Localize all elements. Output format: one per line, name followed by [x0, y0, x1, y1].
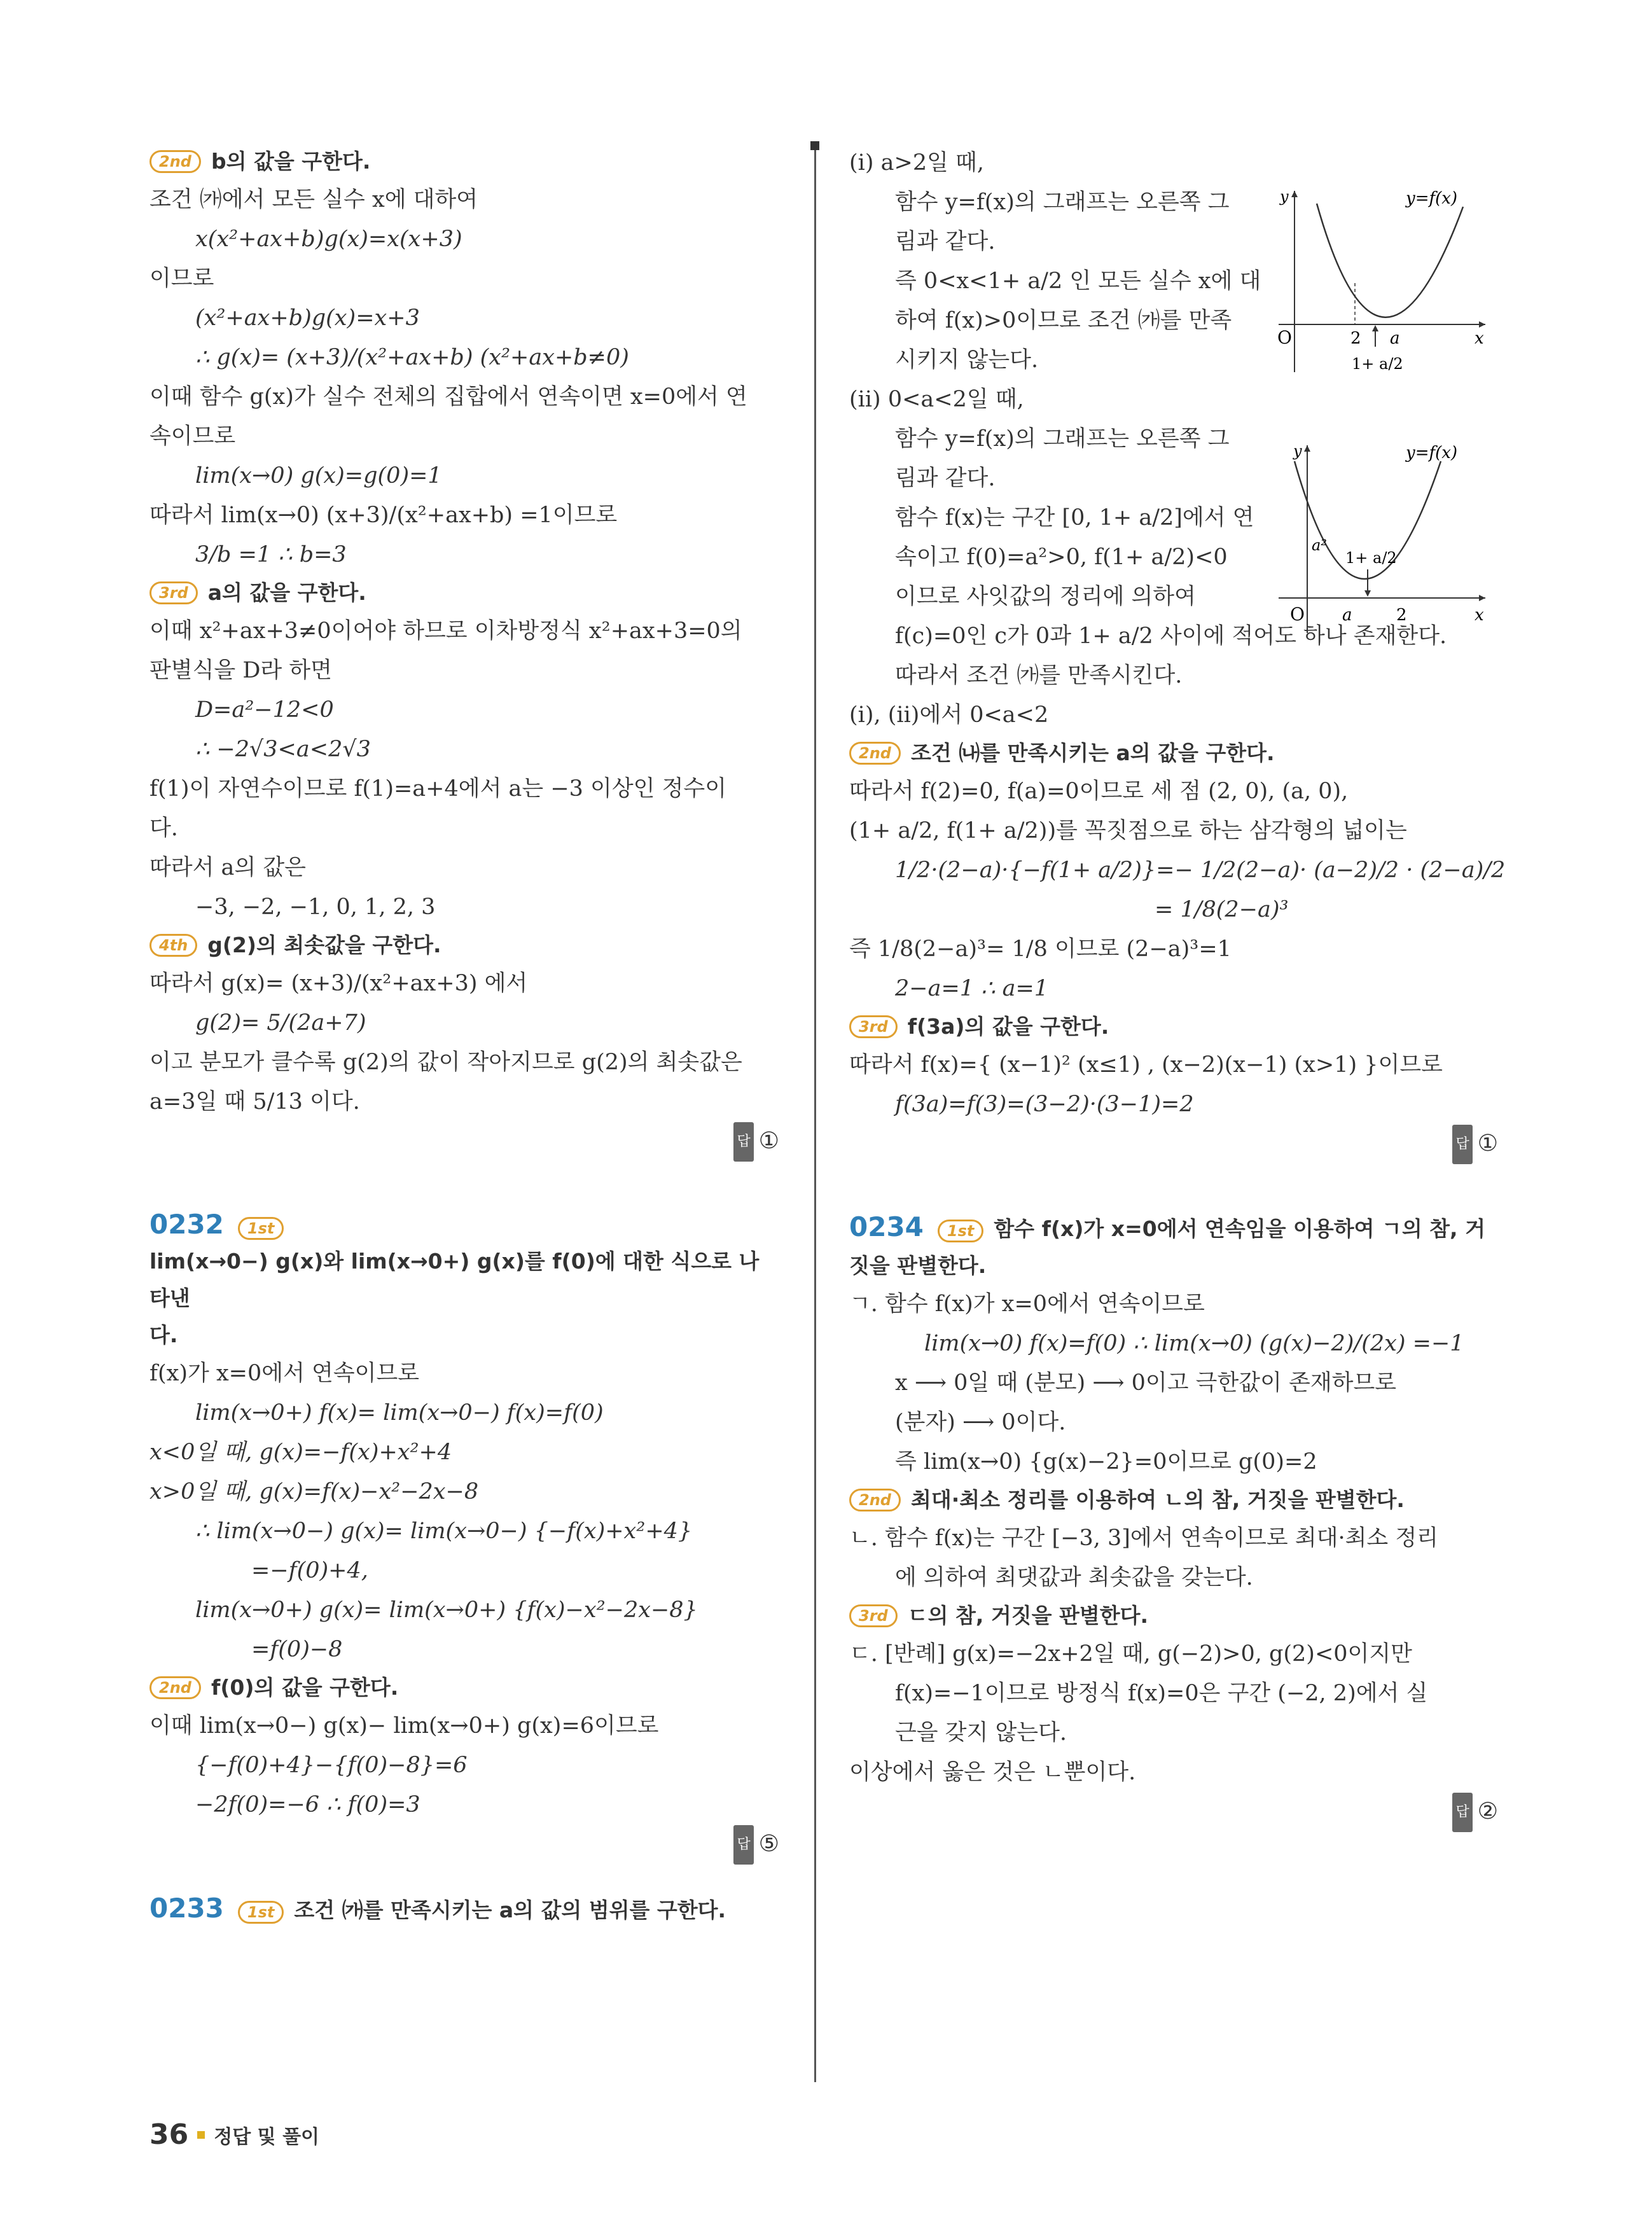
answer-value: ⑤ — [758, 1831, 779, 1857]
problem-heading — [149, 1206, 779, 1317]
equation: (x²+ax+b)g(x)=x+3 — [195, 305, 420, 331]
step-title: g(2)의 최솟값을 구한다. — [207, 933, 441, 957]
equation: x>0일 때, g(x)=f(x)−x²−2x−8 — [149, 1479, 479, 1505]
x-axis-label: x — [1475, 606, 1484, 625]
parabola-curve — [1317, 204, 1463, 317]
origin-label: O — [1277, 327, 1292, 348]
text-line: 하여 f(x)>0이므로 조건 ㈎를 만족 — [895, 308, 1232, 333]
text-line: (ⅰ), (ⅱ)에서 0<a<2 — [849, 702, 1049, 728]
right-column — [849, 143, 1506, 1832]
equation: lim(x→0+) f(x)= lim(x→0−) f(x)=f(0) — [195, 1400, 604, 1426]
text-line: (1+ a/2, f(1+ a/2))를 꼭짓점으로 하는 삼각형의 넓이는 — [849, 818, 1407, 844]
equation: x(x²+ax+b)g(x)=x(x+3) — [195, 226, 462, 252]
answer-value: ② — [1477, 1798, 1498, 1824]
equation: x<0일 때, g(x)=−f(x)+x²+4 — [149, 1440, 452, 1465]
step-title: f(3a)의 값을 구한다. — [907, 1014, 1109, 1039]
answer-value: ① — [1477, 1130, 1498, 1157]
answer-mark — [849, 1792, 1498, 1832]
text-line: 따라서 lim(x→0) (x+3)/(x²+ax+b) =1이므로 — [149, 503, 618, 528]
step-badge: 2nd — [149, 1676, 201, 1699]
step-title: 최대·최소 정리를 이용하여 ㄴ의 참, 거짓을 판별한다. — [910, 1487, 1405, 1512]
equation: 2−a=1 ∴ a=1 — [895, 976, 1049, 1001]
divider-marker — [810, 141, 819, 150]
answer-mark — [149, 1122, 779, 1162]
text-line: 따라서 g(x)= (x+3)/(x²+ax+3) 에서 — [149, 971, 528, 996]
step-badge: 2nd — [849, 1489, 901, 1512]
x-axis-label: x — [1475, 329, 1484, 348]
text-line: f(x)=−1이므로 방정식 f(x)=0은 구간 (−2, 2)에서 실 — [895, 1681, 1428, 1706]
answer-icon: 답 — [733, 1825, 753, 1865]
square-bullet-icon — [197, 2131, 205, 2139]
text-line: f(1)이 자연수이므로 f(1)=a+4에서 a는 −3 이상인 정수이 — [149, 776, 727, 802]
column-divider — [814, 145, 816, 2082]
problem-title: 조건 ㈎를 만족시키는 a의 값의 범위를 구한다. — [294, 1898, 726, 1922]
equation: 3/b =1 ∴ b=3 — [195, 542, 347, 567]
step-heading — [849, 1008, 1498, 1045]
text-line: 이때 x²+ax+3≠0이어야 하므로 이차방정식 x²+ax+3=0의 — [149, 618, 742, 644]
step-title: ㄷ의 참, 거짓을 판별한다. — [907, 1603, 1149, 1628]
text-line: 함수 y=f(x)의 그래프는 오른쪽 그 — [895, 426, 1230, 452]
equation: lim(x→0) f(x)=f(0) ∴ lim(x→0) (g(x)−2)/(2x) =−1 — [924, 1331, 1464, 1356]
answer-mark — [849, 1124, 1498, 1164]
equation: −2f(0)=−6 ∴ f(0)=3 — [195, 1792, 420, 1817]
text-line: 시키지 않는다. — [895, 347, 1039, 373]
step-badge: 2nd — [849, 742, 901, 765]
text-line: 근을 갖지 않는다. — [895, 1720, 1067, 1746]
section-title: 정답 및 풀이 — [214, 2125, 320, 2148]
problem-number: 0232 — [149, 1209, 224, 1240]
vertex-note: 1+ a/2 — [1345, 549, 1397, 567]
problem-heading — [849, 1209, 1498, 1248]
problem-title: lim(x→0−) g(x)와 lim(x→0+) g(x)를 f(0)에 대한 식으로 나타낸 — [149, 1249, 760, 1310]
text-line: (ⅱ) 0<a<2일 때, — [849, 387, 1024, 412]
tick-label: 2 — [1350, 329, 1361, 348]
y-axis-label: y — [1293, 442, 1302, 460]
text-line: 조건 ㈎에서 모든 실수 x에 대하여 — [149, 187, 478, 212]
equation: =−f(0)+4, — [251, 1558, 368, 1583]
equation: ∴ g(x)= (x+3)/(x²+ax+b) (x²+ax+b≠0) — [195, 345, 629, 370]
vertex-note: 1+ a/2 — [1352, 355, 1403, 373]
problem-title-cont: 다. — [149, 1323, 178, 1347]
equation: ∴ −2√3<a<2√3 — [195, 737, 371, 762]
problem-heading — [149, 1890, 779, 1929]
text-line: 이상에서 옳은 것은 ㄴ뿐이다. — [849, 1760, 1136, 1785]
text-line: 속이므로 — [149, 424, 236, 449]
step-badge: 1st — [238, 1217, 284, 1240]
y-intercept-label: a² — [1312, 536, 1327, 554]
text-line: 즉 lim(x→0) {g(x)−2}=0이므로 g(0)=2 — [895, 1449, 1317, 1475]
equation: lim(x→0+) g(x)= lim(x→0+) {f(x)−x²−2x−8} — [195, 1597, 698, 1623]
text-line: 속이고 f(0)=a²>0, f(1+ a/2)<0 — [895, 545, 1228, 570]
text-line: 이므로 — [149, 266, 214, 291]
step-heading — [149, 927, 779, 964]
answer-icon: 답 — [1452, 1125, 1472, 1164]
step-heading — [149, 143, 779, 180]
text-line: 함수 f(x)는 구간 [0, 1+ a/2]에서 연 — [895, 505, 1254, 531]
problem-title-cont: 짓을 판별한다. — [849, 1253, 987, 1278]
y-axis-label: y — [1280, 188, 1289, 205]
graph-case1 — [1272, 188, 1489, 379]
step-heading — [849, 1597, 1498, 1634]
graph-case2 — [1272, 442, 1489, 639]
text-line: 림과 같다. — [895, 466, 996, 491]
problem-number: 0234 — [849, 1211, 924, 1242]
equation: {−f(0)+4}−{f(0)−8}=6 — [195, 1753, 468, 1778]
step-heading — [849, 735, 1498, 772]
text-line: 따라서 조건 ㈎를 만족시킨다. — [895, 663, 1183, 688]
text-line: (ⅰ) a>2일 때, — [849, 150, 984, 176]
text-line: 판별식을 D라 하면 — [149, 658, 332, 683]
curve-label: y=f(x) — [1406, 443, 1458, 462]
text-line: (분자) ⟶ 0이다. — [895, 1410, 1066, 1435]
text-line: 이때 함수 g(x)가 실수 전체의 집합에서 연속이면 x=0에서 연 — [149, 384, 747, 410]
text-line: 따라서 a의 값은 — [149, 855, 306, 880]
text-line: x ⟶ 0일 때 (분모) ⟶ 0이고 극한값이 존재하므로 — [895, 1370, 1397, 1396]
text-line: 따라서 f(2)=0, f(a)=0이므로 세 점 (2, 0), (a, 0), — [849, 779, 1349, 804]
text-line: 에 의하여 최댓값과 최솟값을 갖는다. — [895, 1565, 1253, 1590]
text-line: ㄱ. 함수 f(x)가 x=0에서 연속이므로 — [849, 1291, 1205, 1317]
text-line: 이때 lim(x→0−) g(x)− lim(x→0+) g(x)=6이므로 — [149, 1713, 659, 1739]
step-heading — [149, 1669, 779, 1706]
equation: lim(x→0) g(x)=g(0)=1 — [195, 463, 442, 489]
answer-value: ① — [758, 1128, 779, 1154]
equation: =f(0)−8 — [251, 1637, 343, 1662]
case1-text — [849, 143, 1261, 380]
text-line: 림과 같다. — [895, 229, 996, 254]
problem-number: 0233 — [149, 1893, 224, 1924]
text-line: 즉 0<x<1+ a/2 인 모든 실수 x에 대 — [895, 268, 1261, 294]
step-badge: 1st — [938, 1220, 983, 1242]
step-title: f(0)의 값을 구한다. — [211, 1675, 399, 1700]
equation: f(3a)=f(3)=(3−2)·(3−1)=2 — [895, 1092, 1194, 1117]
answer-mark — [149, 1824, 779, 1865]
equation: D=a²−12<0 — [195, 697, 334, 723]
text-line: 이고 분모가 클수록 g(2)의 값이 작아지므로 g(2)의 최솟값은 — [149, 1050, 742, 1075]
problem-title: 함수 f(x)가 x=0에서 연속임을 이용하여 ㄱ의 참, 거 — [994, 1216, 1485, 1241]
text-line: ㄴ. 함수 f(x)는 구간 [−3, 3]에서 연속이므로 최대·최소 정리 — [849, 1526, 1438, 1551]
text-line: f(c)=0인 c가 0과 1+ a/2 사이에 적어도 하나 존재한다. — [895, 623, 1447, 649]
step-badge: 1st — [238, 1901, 284, 1924]
step-title: 조건 ㈏를 만족시키는 a의 값을 구한다. — [910, 740, 1275, 765]
equation: −3, −2, −1, 0, 1, 2, 3 — [195, 894, 436, 920]
text-line: 따라서 f(x)={ (x−1)² (x≤1) , (x−2)(x−1) (x>1) }이므로 — [849, 1052, 1443, 1078]
equation: g(2)= 5/(2a+7) — [195, 1010, 366, 1036]
equation: 1/2·(2−a)·{−f(1+ a/2)}=− 1/2(2−a)· (a−2)/2 · (2−a)/2 — [895, 858, 1506, 883]
answer-icon: 답 — [1452, 1793, 1472, 1832]
text-line: a=3일 때 5/13 이다. — [149, 1089, 360, 1115]
curve-label: y=f(x) — [1406, 189, 1458, 208]
step-badge: 4th — [149, 934, 197, 957]
text-line: 이므로 사잇값의 정리에 의하여 — [895, 584, 1196, 609]
text-line: 함수 y=f(x)의 그래프는 오른쪽 그 — [895, 190, 1230, 215]
equation: ∴ lim(x→0−) g(x)= lim(x→0−) {−f(x)+x²+4} — [195, 1519, 693, 1544]
tick-label: a — [1342, 606, 1352, 625]
step-title: a의 값을 구한다. — [207, 580, 366, 605]
text-line: f(x)가 x=0에서 연속이므로 — [149, 1361, 420, 1386]
text-line: 즉 1/8(2−a)³= 1/8 이므로 (2−a)³=1 — [849, 936, 1232, 962]
step-badge: 2nd — [149, 150, 201, 173]
equation: = 1/8(2−a)³ — [1155, 897, 1289, 922]
page-number: 36 — [149, 2118, 189, 2151]
case2-text — [849, 380, 1254, 616]
step-heading — [149, 574, 779, 611]
tick-label: 2 — [1396, 606, 1407, 625]
step-heading — [849, 1482, 1498, 1519]
tick-label: a — [1390, 329, 1400, 348]
origin-label: O — [1290, 604, 1305, 625]
text-line: ㄷ. [반례] g(x)=−2x+2일 때, g(−2)>0, g(2)<0이지만 — [849, 1641, 1412, 1667]
left-column — [149, 143, 779, 1929]
step-badge: 3rd — [849, 1015, 898, 1038]
step-badge: 3rd — [149, 581, 198, 604]
answer-icon: 답 — [733, 1122, 753, 1162]
text-line: 다. — [149, 816, 178, 841]
step-badge: 3rd — [849, 1604, 898, 1627]
step-title: b의 값을 구한다. — [211, 149, 371, 174]
page-footer — [149, 2118, 319, 2151]
